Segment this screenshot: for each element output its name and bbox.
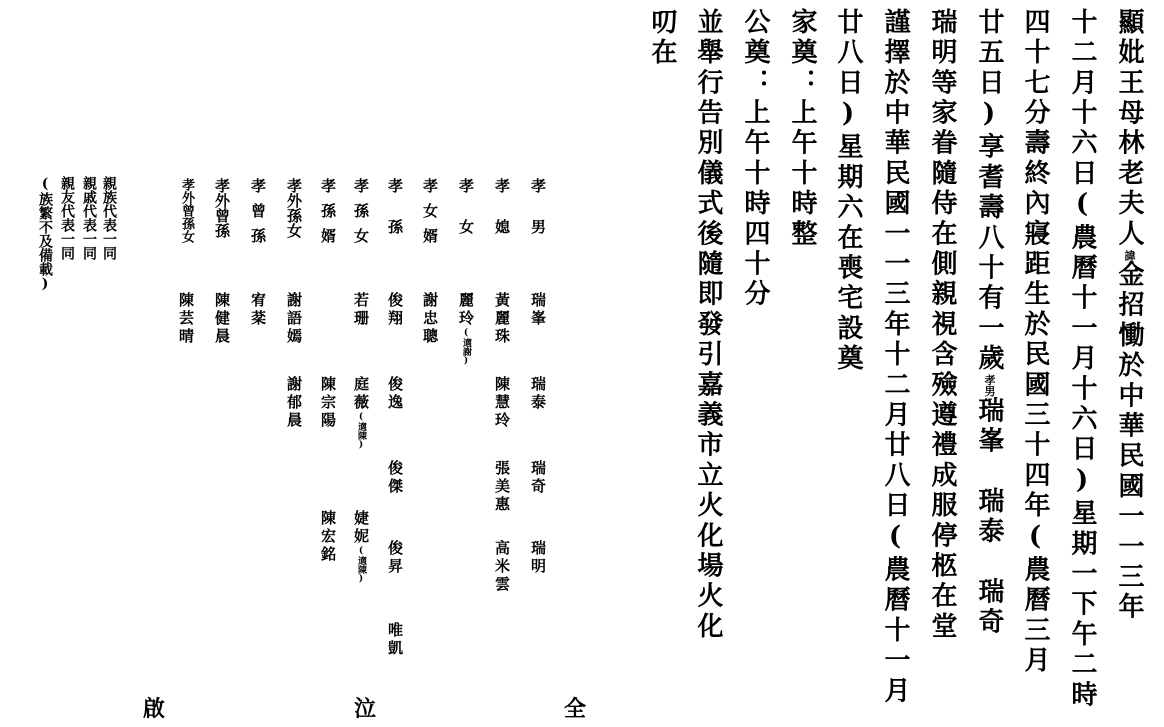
obituary-column-2: 十二月十六日(農曆十一月十六日)星期一下午二時	[1067, 8, 1097, 711]
mourner-name: 瑞明	[529, 540, 547, 576]
obituary-column-7: 廿八日)星期六在喪宅設奠	[833, 8, 863, 375]
mourner-name: 俊逸	[386, 376, 404, 412]
mourner-title: 孝外曾孫女	[179, 178, 194, 243]
relatives-line-3: 親友代表一同	[59, 176, 75, 260]
obituary-text: 金招慟於中華民國一一三年	[1114, 260, 1144, 624]
mourner-name: 俊翔	[386, 292, 404, 328]
obituary-column-11: 叨在	[647, 8, 677, 69]
mourner-name: 俊傑	[386, 460, 404, 496]
mourner-name: 陳芸晴	[177, 292, 195, 346]
mourner-name: 俊昇	[386, 540, 404, 576]
mourner-name: 庭薇(適陳)	[352, 376, 370, 450]
mourner-title: 孝外曾孫	[213, 178, 231, 238]
mourner-title: 孝女	[457, 178, 475, 260]
married-note: (適陳)	[356, 546, 366, 584]
mourner-title: 孝媳	[493, 178, 511, 260]
obituary-column-10: 並舉行告別儀式後隨即發引嘉義市立火化場火化	[693, 8, 723, 643]
mourner-name: 瑞峯	[529, 292, 547, 328]
mourner-title: 孝孫女	[352, 178, 370, 253]
mourner-name: 陳健晨	[213, 292, 231, 346]
obituary-column-5: 瑞明等家眷隨侍在側親視含殮遵禮成服停柩在堂	[927, 8, 957, 643]
obituary-column-1	[1114, 8, 1144, 623]
mourner-name: 瑞泰	[529, 376, 547, 412]
mourner-name: 張美惠	[493, 460, 511, 514]
mourner-name: 陳慧玲	[493, 376, 511, 430]
obituary-text: 瑞峯 瑞泰 瑞奇	[974, 396, 1004, 639]
mourner-title: 孝曾孫	[249, 178, 267, 253]
mourner-name: 謝忠聰	[421, 292, 439, 346]
relatives-line-4: (族繁不及備載)	[37, 176, 53, 292]
mourner-name: 陳宏銘	[319, 510, 337, 564]
mourner-name: 陳宗陽	[319, 376, 337, 430]
mourner-title: 孝孫	[386, 178, 404, 260]
mourner-name: 唯凱	[386, 622, 404, 658]
married-note: (適謝)	[461, 328, 471, 366]
obituary-column-4	[974, 8, 1004, 638]
mourner-name: 瑞奇	[529, 460, 547, 496]
married-note: (適陳)	[356, 412, 366, 450]
mourner-name: 謝郁晨	[285, 376, 303, 430]
mourner-name: 謝語嫣	[285, 292, 303, 346]
son-mark: 孝男	[983, 374, 996, 397]
mourner-name: 高米雲	[493, 540, 511, 594]
mourner-name: 黃麗珠	[493, 292, 511, 346]
mourner-name: 若珊	[352, 292, 370, 328]
mourner-name: 麗玲(適謝)	[457, 292, 475, 366]
footer-char-weep: 泣	[354, 696, 377, 722]
mourner-title: 孝男	[529, 178, 547, 260]
mourner-name: 婕妮(適陳)	[352, 510, 370, 584]
mourner-name: 宥棻	[249, 292, 267, 328]
obituary-column-8: 家奠：上午十時整	[787, 8, 817, 250]
mourner-title: 孝外孫女	[285, 178, 303, 238]
relatives-line-2: 親戚代表一同	[81, 176, 97, 260]
obituary-text: 顯妣王母林老夫人	[1114, 8, 1144, 250]
mourner-title: 孝孫婿	[319, 178, 337, 253]
relatives-line-1: 親族代表一同	[101, 176, 117, 260]
obituary-column-6: 謹擇於中華民國一一三年十二月廿八日(農曆十一月	[880, 8, 910, 707]
obituary-column-9: 公奠：上午十時四十分	[740, 8, 770, 310]
footer-char-all: 全	[564, 696, 587, 722]
obituary-column-3: 四十七分壽終內寢距生於民國三十四年(農曆三月	[1020, 8, 1050, 677]
mourner-title: 孝女婿	[421, 178, 439, 253]
taboo-name-mark: 諱	[1123, 249, 1136, 261]
footer-char-announce: 啟	[143, 696, 166, 722]
obituary-text: 廿五日)享耆壽八十有一歲	[974, 8, 1004, 375]
